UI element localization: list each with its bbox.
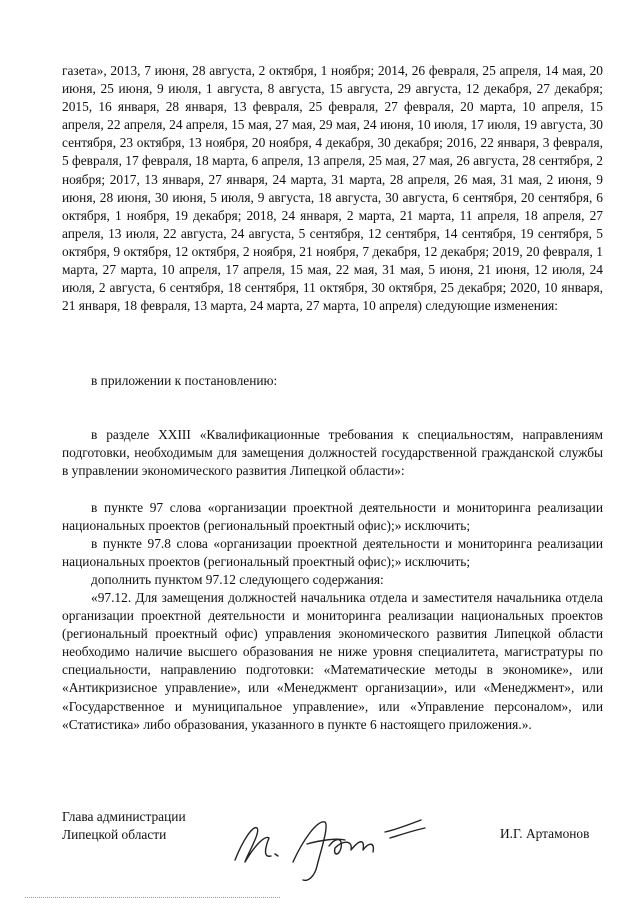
signature-title-line1: Глава администрации bbox=[62, 809, 186, 824]
item-97-8-paragraph: в пункте 97.8 слова «организации проектной деятельности и мониторинга реализации национальных проектов (региональный проектный офис);» исключить; bbox=[62, 536, 603, 570]
handwritten-signature bbox=[225, 800, 445, 885]
signature-title bbox=[62, 808, 186, 844]
signatory-name: И.Г. Артамонов bbox=[500, 826, 590, 841]
signature-title-line2: Липецкой области bbox=[62, 827, 167, 842]
add-item-paragraph: дополнить пунктом 97.12 следующего содержания: bbox=[91, 572, 384, 587]
item-97-12-paragraph: «97.12. Для замещения должностей начальника отдела и заместителя начальника отдела организации проектной деятельности и мониторинга реализации национальных проектов (региональный проектный офис) управления экономического развития Липецкой области необходимо наличие высшего образования не ниже уровня специалитета, магистратуры по специальности, направлению подготовки: «Математические методы в экономике», или «Антикризисное управление», или «Менеджмент организации», или «Менеджмент», или «Государственное и муниципальное управление», или «Управление персоналом», или «Статистика» либо образования, указанного в пункте 6 настоящего приложения.». bbox=[62, 590, 603, 732]
section-paragraph: в разделе XXIII «Квалификационные требования к специальностям, направлениям подготовки, необходимым для замещения должностей государственной гражданской службы в управлении экономического развития Липецкой области»: bbox=[62, 427, 603, 479]
footer-divider bbox=[25, 897, 280, 898]
annex-heading: в приложении к постановлению: bbox=[91, 373, 278, 388]
intro-paragraph: газета», 2013, 7 июня, 28 августа, 2 октября, 1 ноября; 2014, 26 февраля, 25 апреля, 14 мая, 20 июня, 25 июня, 9 июля, 1 августа, 8 августа, 15 августа, 29 августа, 12 декабря, 27 декабря; 2015, 16 января, 28 января, 13 февраля, 25 февраля, 27 февраля, 20 марта, 10 апреля, 15 апреля, 22 апреля, 24 апреля, 15 мая, 27 мая, 29 мая, 24 июня, 10 июля, 17 июля, 19 августа, 30 сентября, 23 октября, 13 ноября, 20 ноября, 4 декабря, 30 декабря; 2016, 22 января, 3 февраля, 5 февраля, 17 февраля, 18 марта, 6 апреля, 13 апреля, 25 мая, 27 мая, 26 августа, 28 сентября, 2 ноября; 2017, 13 января, 27 января, 24 марта, 31 марта, 28 апреля, 26 мая, 31 мая, 2 июня, 9 июня, 28 июня, 30 июня, 5 июля, 9 августа, 18 августа, 30 августа, 6 сентября, 20 сентября, 6 октября, 1 ноября, 19 декабря; 2018, 24 января, 2 марта, 21 марта, 11 апреля, 18 апреля, 27 апреля, 13 июля, 22 августа, 24 августа, 5 сентября, 12 сентября, 14 сентября, 19 сентября, 5 октября, 9 октября, 12 октября, 2 ноября, 21 ноября, 7 декабря, 12 декабря; 2019, 20 февраля, 1 марта, 27 марта, 10 апреля, 17 апреля, 15 мая, 22 мая, 31 мая, 5 июня, 21 июня, 12 июля, 24 июля, 2 августа, 6 сентября, 18 сентября, 11 октября, 30 октября, 25 декабря; 2020, 10 января, 21 января, 18 февраля, 13 марта, 24 марта, 27 марта, 10 апреля) следующие изменения: bbox=[62, 63, 603, 314]
item-97-paragraph: в пункте 97 слова «организации проектной деятельности и мониторинга реализации национальных проектов (региональный проектный офис);» исключить; bbox=[62, 500, 603, 534]
